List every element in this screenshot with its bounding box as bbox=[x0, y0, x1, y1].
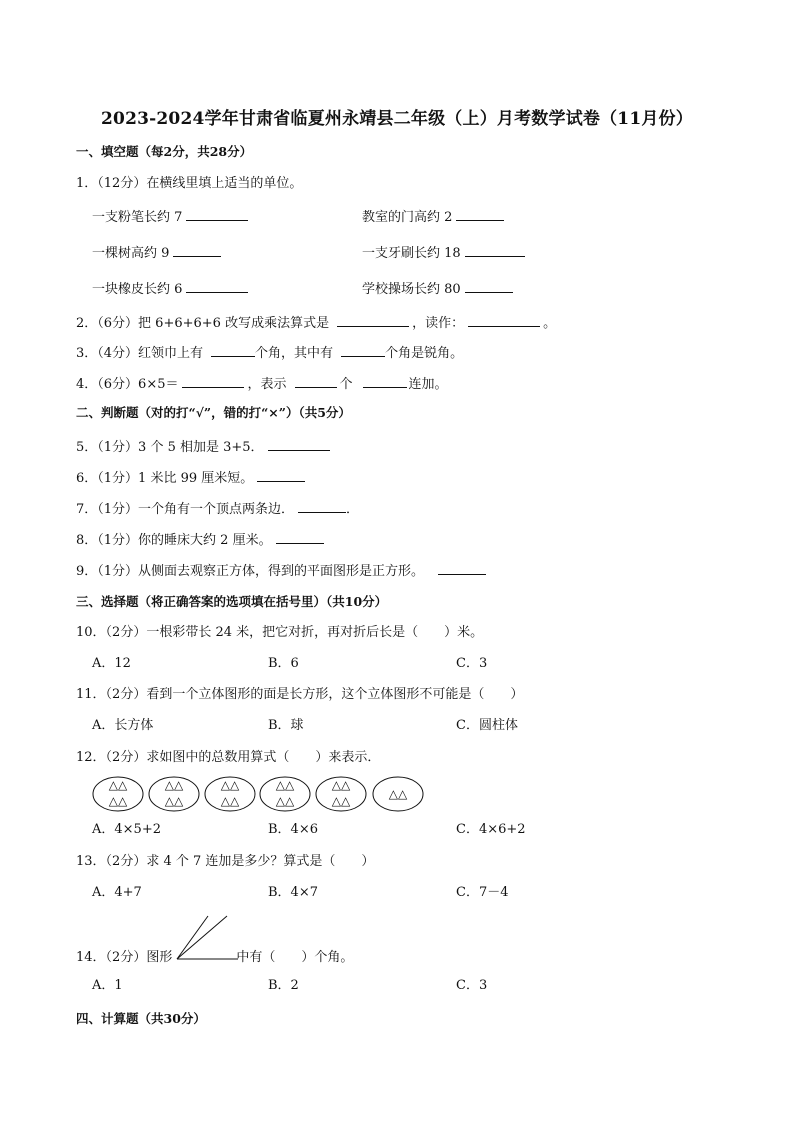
answer-blank[interactable] bbox=[276, 530, 324, 544]
answer-blank[interactable] bbox=[298, 499, 346, 513]
answer-blank[interactable] bbox=[465, 243, 525, 257]
q12-option-c[interactable]: C．4×6+2 bbox=[456, 822, 526, 837]
question-8 bbox=[76, 530, 324, 550]
q1-item-4 bbox=[362, 243, 525, 263]
q11-option-c[interactable]: C．圆柱体 bbox=[456, 718, 518, 733]
q14-option-a[interactable]: A．1 bbox=[92, 978, 123, 993]
angle-ray bbox=[177, 916, 227, 959]
question-11-stem: 11．（2分）看到一个立体图形的面是长方形，这个立体图形不可能是（ ） bbox=[76, 687, 524, 702]
question-7 bbox=[76, 499, 359, 519]
q1-item-3 bbox=[92, 243, 221, 263]
question-3 bbox=[76, 343, 463, 363]
triangles-row: △△ bbox=[108, 778, 128, 792]
question-6 bbox=[76, 468, 305, 488]
answer-blank[interactable] bbox=[337, 313, 409, 327]
answer-blank[interactable] bbox=[468, 313, 540, 327]
q13-option-c[interactable]: C．7－4 bbox=[456, 885, 509, 900]
answer-blank[interactable] bbox=[465, 279, 513, 293]
answer-blank[interactable] bbox=[456, 207, 504, 221]
q14-option-c[interactable]: C．3 bbox=[456, 978, 488, 993]
q7-text: 7．（1分）一个角有一个顶点两条边． bbox=[76, 502, 295, 517]
section-calculation: 四、计算题（共30分） bbox=[76, 1011, 206, 1026]
angle-ray bbox=[177, 916, 208, 959]
q1-item-text: 学校操场长约 80 bbox=[362, 282, 461, 297]
q14-option-b[interactable]: B．2 bbox=[268, 978, 299, 993]
triangles-row: △△ bbox=[220, 794, 240, 808]
question-1-stem: 1．（12分）在横线里填上适当的单位。 bbox=[76, 176, 303, 191]
q10-option-b[interactable]: B．6 bbox=[268, 656, 299, 671]
q8-text: 8．（1分）你的睡床大约 2 厘米。 bbox=[76, 533, 272, 548]
q3-text-a: 3．（4分）红领巾上有 bbox=[76, 346, 204, 361]
section-true-false: 二、判断题（对的打“√”，错的打“×”）（共5分） bbox=[76, 405, 351, 420]
q14-text-a: 14．（2分）图形 bbox=[76, 950, 173, 965]
triangles-row: △△ bbox=[164, 778, 184, 792]
question-4 bbox=[76, 374, 448, 394]
q11-option-b[interactable]: B．球 bbox=[268, 718, 304, 733]
q7-tail: ． bbox=[346, 502, 360, 517]
q2-text-a: 2．（6分）把 6+6+6+6 改写成乘法算式是 bbox=[76, 316, 330, 331]
answer-blank[interactable] bbox=[182, 374, 244, 388]
q10-option-c[interactable]: C．3 bbox=[456, 656, 488, 671]
q13-option-a[interactable]: A．4+7 bbox=[92, 885, 142, 900]
answer-blank[interactable] bbox=[363, 374, 407, 388]
answer-blank[interactable] bbox=[211, 343, 255, 357]
q1-item-text: 一支粉笔长约 7 bbox=[92, 210, 183, 225]
angle-figure bbox=[176, 914, 240, 962]
q4-text-a: 4．（6分）6×5＝ bbox=[76, 377, 179, 392]
q2-text-c: 。 bbox=[543, 316, 557, 331]
q4-text-b: ，表示 bbox=[247, 377, 287, 392]
q5-text: 5．（1分）3 个 5 相加是 3+5． bbox=[76, 440, 264, 455]
answer-blank[interactable] bbox=[438, 561, 486, 575]
exam-title: 2023-2024学年甘肃省临夏州永靖县二年级（上）月考数学试卷（11月份） bbox=[101, 109, 693, 129]
q1-item-5 bbox=[92, 279, 248, 299]
answer-blank[interactable] bbox=[257, 468, 305, 482]
q11-option-a[interactable]: A．长方体 bbox=[92, 718, 154, 733]
q4-text-c: 个 bbox=[339, 377, 353, 392]
triangles-row: △△ bbox=[331, 778, 351, 792]
q3-text-c: 个角是锐角。 bbox=[385, 346, 464, 361]
question-5 bbox=[76, 437, 330, 457]
q2-text-b: ，读作： bbox=[412, 316, 465, 331]
question-9 bbox=[76, 561, 486, 581]
answer-blank[interactable] bbox=[268, 437, 330, 451]
q12-option-a[interactable]: A．4×5+2 bbox=[92, 822, 161, 837]
triangle-groups-figure bbox=[92, 774, 432, 814]
triangles-row: △△ bbox=[331, 794, 351, 808]
question-13-stem: 13．（2分）求 4 个 7 连加是多少？算式是（ ） bbox=[76, 854, 375, 869]
section-multiple-choice: 三、选择题（将正确答案的选项填在括号里）（共10分） bbox=[76, 594, 388, 609]
triangles-row: △△ bbox=[275, 794, 295, 808]
question-2 bbox=[76, 313, 556, 333]
q14-text-b: 中有（ ）个角。 bbox=[236, 950, 354, 965]
q1-item-text: 一支牙刷长约 18 bbox=[362, 246, 461, 261]
q6-text: 6．（1分）1 米比 99 厘米短。 bbox=[76, 471, 254, 486]
question-10-stem: 10．（2分）一根彩带长 24 米，把它对折，再对折后长是（ ）米。 bbox=[76, 625, 484, 640]
q4-text-d: 连加。 bbox=[408, 377, 448, 392]
q12-option-b[interactable]: B．4×6 bbox=[268, 822, 318, 837]
triangles-row: △△ bbox=[275, 778, 295, 792]
q3-text-b: 个角，其中有 bbox=[255, 346, 334, 361]
q10-option-a[interactable]: A．12 bbox=[92, 656, 131, 671]
triangles-row: △△ bbox=[220, 778, 240, 792]
answer-blank[interactable] bbox=[173, 243, 221, 257]
q1-item-6 bbox=[362, 279, 513, 299]
section-fill-blank: 一、填空题（每2分，共28分） bbox=[76, 144, 253, 159]
triangles-row: △△ bbox=[108, 794, 128, 808]
question-12-stem: 12．（2分）求如图中的总数用算式（ ）来表示． bbox=[76, 750, 381, 765]
answer-blank[interactable] bbox=[295, 374, 337, 388]
answer-blank[interactable] bbox=[186, 207, 248, 221]
q1-item-text: 教室的门高约 2 bbox=[362, 210, 453, 225]
q13-option-b[interactable]: B．4×7 bbox=[268, 885, 318, 900]
q1-item-text: 一块橡皮长约 6 bbox=[92, 282, 183, 297]
triangles-row: △△ bbox=[164, 794, 184, 808]
q1-item-1 bbox=[92, 207, 248, 227]
triangles-row: △△ bbox=[388, 787, 408, 801]
q1-item-2 bbox=[362, 207, 504, 227]
answer-blank[interactable] bbox=[341, 343, 385, 357]
q9-text: 9．（1分）从侧面去观察正方体，得到的平面图形是正方形。 bbox=[76, 564, 425, 579]
answer-blank[interactable] bbox=[186, 279, 248, 293]
q1-item-text: 一棵树高约 9 bbox=[92, 246, 170, 261]
